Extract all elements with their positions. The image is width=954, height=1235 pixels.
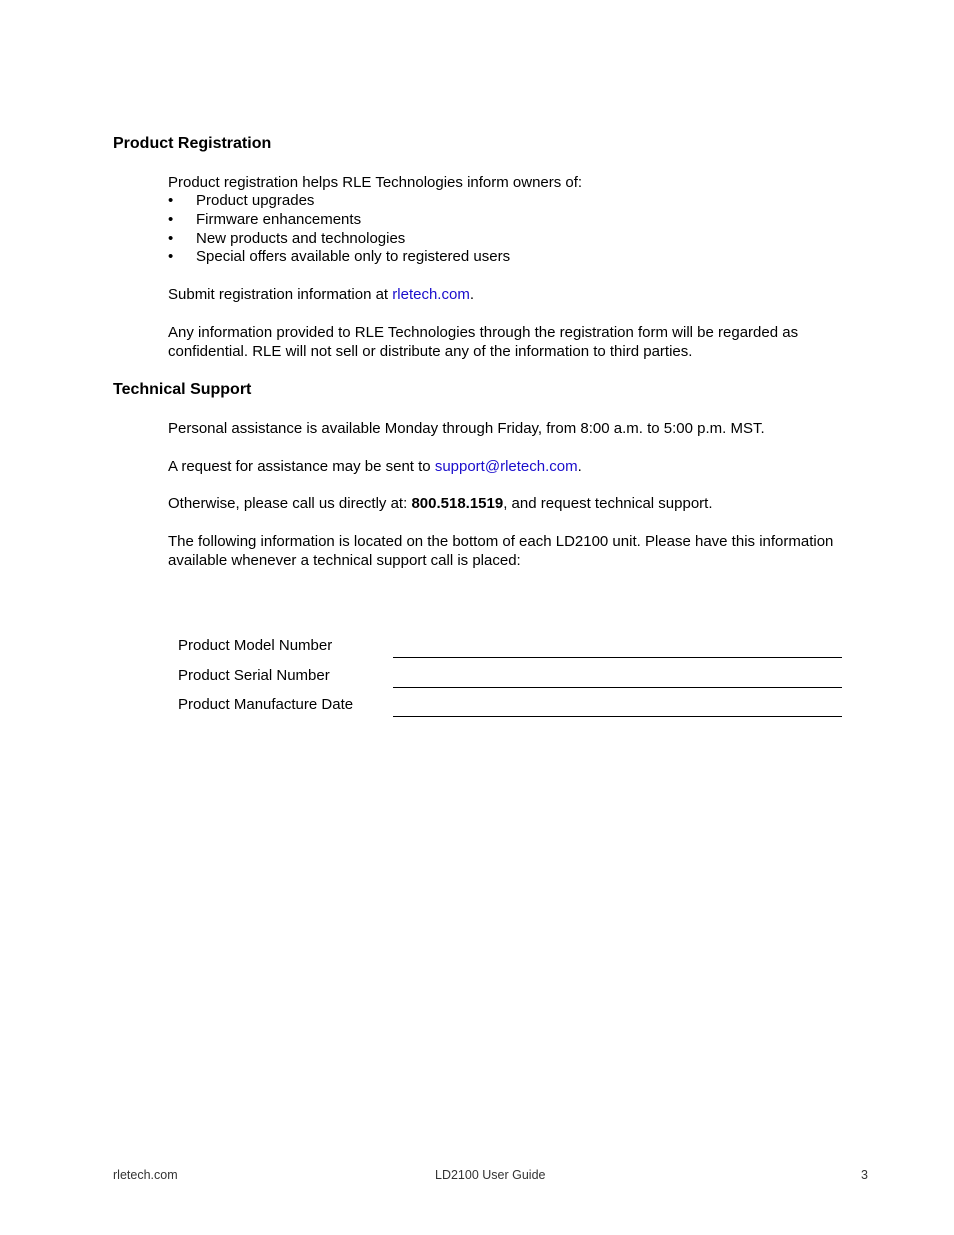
- registration-link[interactable]: rletech.com: [392, 286, 470, 303]
- submit-text: Submit registration information at: [168, 286, 393, 303]
- list-item-text: Firmware enhancements: [196, 210, 362, 228]
- serial-number-field[interactable]: [393, 687, 842, 688]
- bullet-icon: •: [168, 192, 174, 209]
- form-row-serial-number: [178, 666, 842, 688]
- email-text: A request for assistance may be sent to: [168, 458, 435, 475]
- phone-text: Otherwise, please call us directly at:: [168, 495, 412, 512]
- section-heading-technical-support: Technical Support: [113, 381, 252, 398]
- form-label: Product Model Number: [178, 637, 333, 654]
- support-phone-paragraph: [168, 495, 713, 514]
- form-label: Product Serial Number: [178, 667, 330, 684]
- footer-document-title: LD2100 User Guide: [435, 1168, 546, 1182]
- manufacture-date-field[interactable]: [393, 716, 842, 717]
- support-hours-paragraph: Personal assistance is available Monday through Friday, from 8:00 a.m. to 5:00 p.m. MST.: [168, 420, 765, 437]
- registration-benefits-list: [168, 192, 510, 267]
- registration-privacy-paragraph: Any information provided to RLE Technologies through the registration form will be regarded as confidential. RLE will not sell or distribute any of the information to third parties.: [168, 324, 799, 360]
- phone-suffix: , and request technical support.: [503, 495, 713, 512]
- list-item: [168, 211, 510, 230]
- footer-website: rletech.com: [113, 1168, 178, 1182]
- support-unit-info-paragraph: The following information is located on the bottom of each LD2100 unit. Please have this information available whenever a technical support call is placed:: [168, 533, 834, 569]
- section-heading-product-registration: Product Registration: [113, 135, 272, 152]
- list-item-text: Special offers available only to registered users: [196, 248, 511, 266]
- model-number-field[interactable]: [393, 657, 842, 658]
- submit-suffix: .: [469, 286, 474, 303]
- form-row-model-number: [178, 636, 842, 658]
- bullet-icon: •: [168, 248, 174, 266]
- list-item: [168, 192, 510, 211]
- list-item: [168, 230, 510, 249]
- form-label: Product Manufacture Date: [178, 696, 354, 713]
- support-email-link[interactable]: support@rletech.com: [434, 458, 578, 475]
- form-row-manufacture-date: [178, 695, 842, 717]
- bullet-icon: •: [168, 210, 174, 228]
- list-item-text: New products and technologies: [196, 229, 406, 247]
- footer-page-number: 3: [861, 1168, 868, 1182]
- bullet-icon: •: [168, 229, 174, 247]
- email-suffix: .: [577, 458, 582, 475]
- registration-intro: Product registration helps RLE Technologies inform owners of:: [168, 174, 583, 191]
- list-item-text: Product upgrades: [196, 192, 315, 209]
- registration-submit-paragraph: [168, 286, 474, 305]
- support-email-paragraph: [168, 458, 582, 477]
- list-item: [168, 248, 510, 267]
- support-phone-number: 800.518.1519: [411, 495, 504, 512]
